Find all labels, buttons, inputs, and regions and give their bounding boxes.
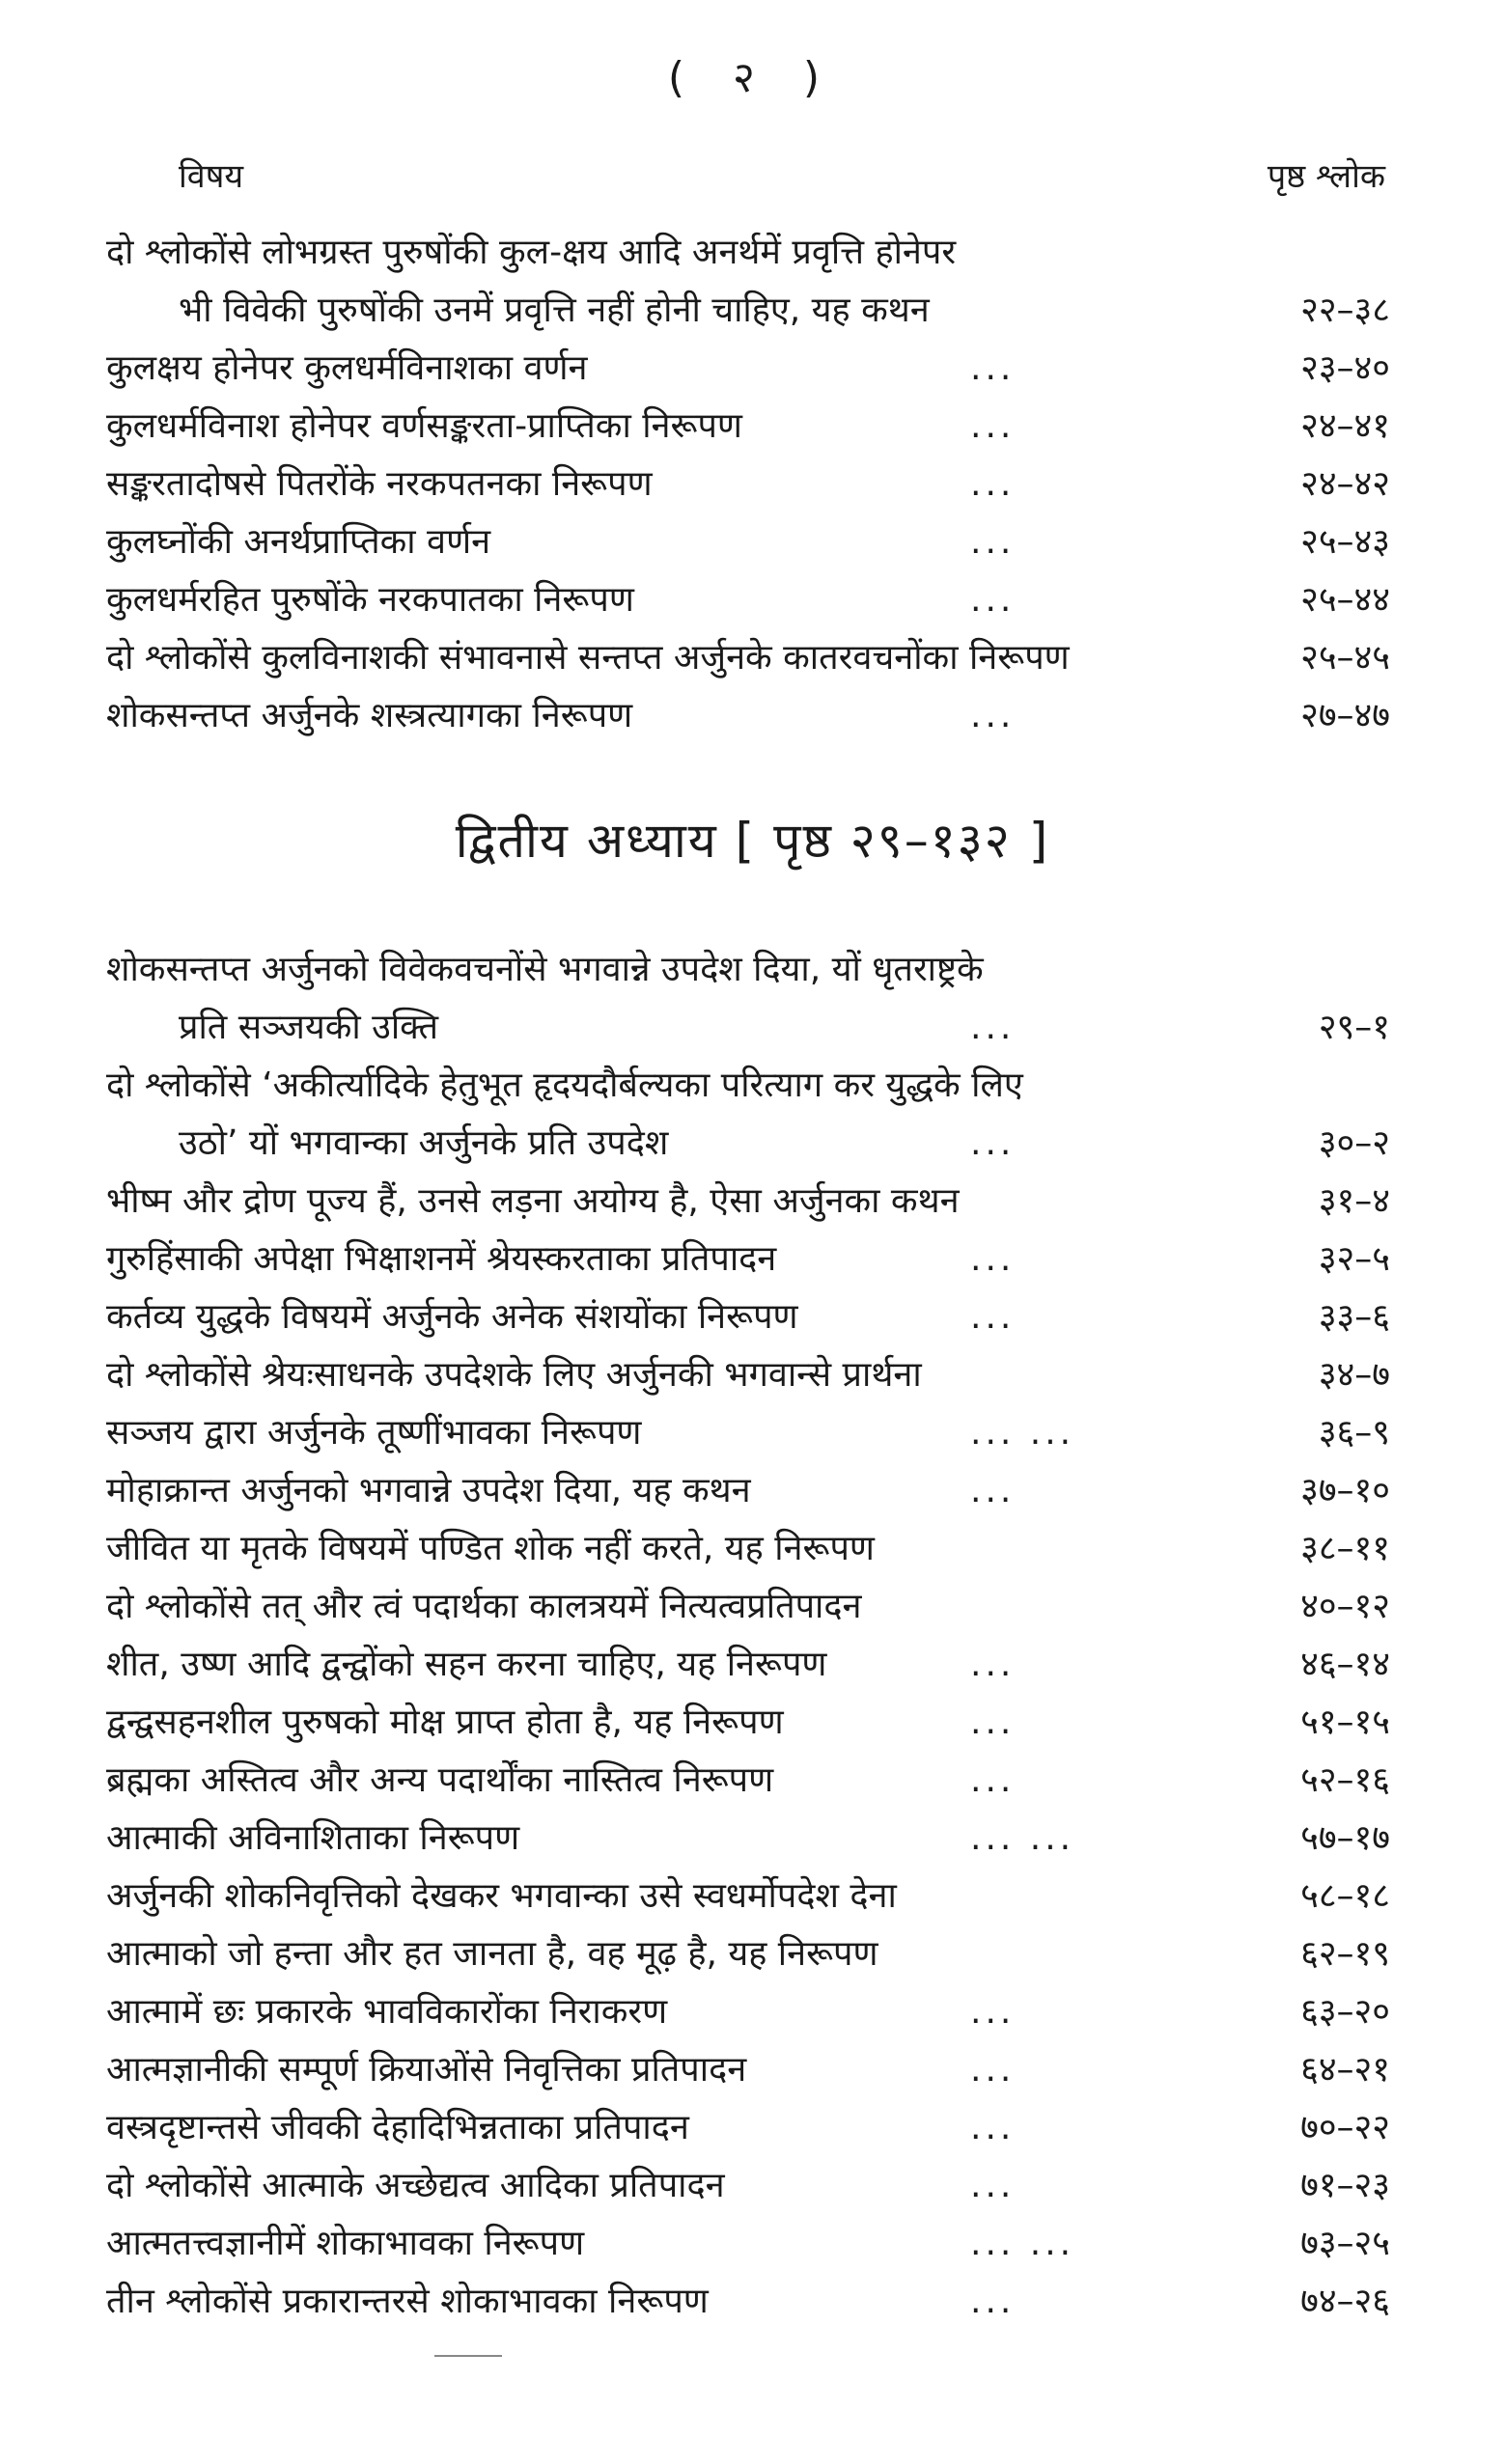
entry-topic: आत्मामें छः प्रकारके भावविकारोंका निराकरण <box>106 1992 668 2032</box>
entry-topic: अर्जुनकी शोकनिवृत्तिको देखकर भगवान्का उसे स्वधर्मोपदेश देना <box>106 1876 897 1916</box>
entry-page-verse: ३६–९ <box>1318 1413 1390 1453</box>
column-headers <box>179 152 1385 197</box>
toc-entry <box>106 1462 1390 1520</box>
toc-entry <box>106 941 1390 999</box>
entry-topic: द्वन्द्वसहनशील पुरुषको मोक्ष प्राप्त होता है, यह निरूपण <box>106 1703 784 1742</box>
toc-entry <box>106 2041 1390 2099</box>
toc-entry <box>106 1925 1390 1983</box>
toc-entry <box>106 1173 1390 1231</box>
entry-page-verse: ७०–२२ <box>1300 2108 1390 2147</box>
toc-entry <box>106 1636 1390 1694</box>
page-verse-column-header: पृष्ठ श्लोक <box>1267 157 1385 196</box>
toc-entry <box>106 1810 1390 1868</box>
toc-entry <box>106 571 1390 629</box>
toc-entry <box>106 2157 1390 2215</box>
entry-page-verse: ३३–६ <box>1318 1297 1390 1337</box>
entry-page-verse: ३४–७ <box>1318 1355 1390 1395</box>
entry-topic: शोकसन्तप्त अर्जुनके शस्त्रत्यागका निरूपण <box>106 696 633 735</box>
entry-topic: शीत, उष्ण आदि द्वन्द्वोंको सहन करना चाहिए, यह निरूपण <box>106 1645 827 1684</box>
entry-leader-dots: ... <box>970 2050 1016 2090</box>
toc-entry <box>106 398 1390 456</box>
chapter1-entry-list <box>106 224 1390 745</box>
entry-leader-dots: ... <box>970 1760 1016 1800</box>
entry-page-verse: ३१–४ <box>1318 1181 1390 1221</box>
entry-topic: दो श्लोकोंसे श्रेयःसाधनके उपदेशके लिए अर्जुनकी भगवान्से प्रार्थना <box>106 1355 922 1395</box>
entry-leader-dots: ... ... <box>970 2224 1075 2263</box>
entry-topic: सञ्जय द्वारा अर्जुनके तूष्णींभावका निरूपण <box>106 1413 642 1453</box>
toc-entry <box>106 224 1390 282</box>
entry-page-verse: ६४–२१ <box>1300 2050 1390 2090</box>
entry-topic: भी विवेकी पुरुषोंकी उनमें प्रवृत्ति नहीं होनी चाहिए, यह कथन <box>179 291 930 330</box>
entry-page-verse: ७३–२५ <box>1300 2224 1390 2263</box>
toc-entry <box>106 2273 1390 2331</box>
toc-entry <box>106 629 1390 687</box>
entry-topic: वस्त्रदृष्टान्तसे जीवकी देहादिभिन्नताका प्रतिपादन <box>106 2108 689 2147</box>
entry-leader-dots: ... ... <box>970 1818 1075 1858</box>
entry-topic: गुरुहिंसाकी अपेक्षा भिक्षाशनमें श्रेयस्करताका प्रतिपादन <box>106 1239 777 1279</box>
entry-topic: आत्माको जो हन्ता और हत जानता है, वह मूढ़ है, यह निरूपण <box>106 1934 878 1974</box>
toc-entry <box>106 456 1390 513</box>
entry-topic: शोकसन्तप्त अर्जुनको विवेकवचनोंसे भगवान्ने उपदेश दिया, यों धृतराष्ट्रके <box>106 950 984 989</box>
entry-leader-dots: ... <box>970 580 1016 620</box>
entry-page-verse: २७–४७ <box>1300 696 1390 735</box>
entry-leader-dots: ... <box>970 2282 1016 2321</box>
toc-entry <box>106 282 1390 340</box>
entry-topic: तीन श्लोकोंसे प्रकारान्तरसे शोकाभावका निरूपण <box>106 2282 709 2321</box>
entry-page-verse: २५–४४ <box>1300 580 1390 620</box>
entry-topic: जीवित या मृतके विषयमें पण्डित शोक नहीं करते, यह निरूपण <box>106 1529 875 1568</box>
entry-page-verse: ५८–१८ <box>1300 1876 1390 1916</box>
entry-leader-dots: ... <box>970 1471 1016 1510</box>
entry-page-verse: ७१–२३ <box>1300 2166 1390 2205</box>
toc-entry <box>106 1520 1390 1578</box>
entry-topic: ब्रह्मका अस्तित्व और अन्य पदार्थोंका नास्तित्व निरूपण <box>106 1760 774 1800</box>
chapter2-entry-list <box>106 941 1390 2331</box>
entry-leader-dots: ... <box>970 464 1016 504</box>
toc-entry <box>106 340 1390 398</box>
entry-page-verse: २९–१ <box>1318 1008 1390 1047</box>
entry-leader-dots: ... <box>970 348 1016 388</box>
entry-page-verse: ४६–१४ <box>1300 1645 1390 1684</box>
entry-page-verse: ६३–२० <box>1300 1992 1390 2032</box>
toc-entry <box>106 1115 1390 1173</box>
entry-topic: दो श्लोकोंसे आत्माके अच्छेद्यत्व आदिका प्रतिपादन <box>106 2166 725 2205</box>
entry-page-verse: ३०–२ <box>1318 1123 1390 1163</box>
entry-page-verse: २५–४५ <box>1300 638 1390 678</box>
toc-entry <box>106 1288 1390 1346</box>
entry-topic: कुलक्षय होनेपर कुलधर्मविनाशका वर्णन <box>106 348 588 388</box>
entry-leader-dots: ... <box>970 1992 1016 2032</box>
entry-leader-dots: ... <box>970 1239 1016 1279</box>
toc-entry <box>106 513 1390 571</box>
entry-page-verse: ५७–१७ <box>1300 1818 1390 1858</box>
toc-entry <box>106 1346 1390 1404</box>
entry-leader-dots: ... <box>970 1703 1016 1742</box>
entry-page-verse: २४–४२ <box>1300 464 1390 504</box>
entry-page-verse: ५२–१६ <box>1300 1760 1390 1800</box>
entry-topic: दो श्लोकोंसे कुलविनाशकी संभावनासे सन्तप्त अर्जुनके कातरवचनोंका निरूपण <box>106 638 1070 678</box>
entry-page-verse: २४–४१ <box>1300 406 1390 446</box>
entry-topic: आत्माकी अविनाशिताका निरूपण <box>106 1818 520 1858</box>
entry-topic: प्रति सञ्जयकी उक्ति <box>179 1008 438 1047</box>
toc-entry <box>106 1578 1390 1636</box>
entry-topic: भीष्म और द्रोण पूज्य हैं, उनसे लड़ना अयोग्य है, ऐसा अर्जुनका कथन <box>106 1181 960 1221</box>
entry-topic: सङ्करतादोषसे पितरोंके नरकपतनका निरूपण <box>106 464 653 504</box>
entry-leader-dots: ... <box>970 2166 1016 2205</box>
entry-leader-dots: ... <box>970 1645 1016 1684</box>
entry-topic: दो श्लोकोंसे लोभग्रस्त पुरुषोंकी कुल-क्षय आदि अनर्थमें प्रवृत्ति होनेपर <box>106 233 957 272</box>
entry-topic: कुलधर्मरहित पुरुषोंके नरकपातका निरूपण <box>106 580 634 620</box>
entry-topic: कर्तव्य युद्धके विषयमें अर्जुनके अनेक संशयोंका निरूपण <box>106 1297 798 1337</box>
entry-topic: कुलधर्मविनाश होनेपर वर्णसङ्करता-प्राप्तिका निरूपण <box>106 406 742 446</box>
toc-entry <box>106 2215 1390 2273</box>
entry-topic: कुलघ्नोंकी अनर्थप्राप्तिका वर्णन <box>106 522 491 562</box>
entry-page-verse: २५–४३ <box>1300 522 1390 562</box>
entry-page-verse: २२–३८ <box>1300 291 1390 330</box>
entry-page-verse: ३२–५ <box>1318 1239 1390 1279</box>
entry-topic: आत्मतत्त्वज्ञानीमें शोकाभावका निरूपण <box>106 2224 585 2263</box>
entry-leader-dots: ... <box>970 696 1016 735</box>
footer-rule <box>434 2355 502 2357</box>
entry-leader-dots: ... <box>970 522 1016 562</box>
toc-entry <box>106 1057 1390 1115</box>
page-number: ( २ ) <box>667 53 838 102</box>
toc-entry <box>106 1231 1390 1288</box>
entry-leader-dots: ... ... <box>970 1413 1075 1453</box>
entry-page-verse: ४०–१२ <box>1300 1587 1390 1626</box>
toc-entry <box>106 1404 1390 1462</box>
chapter-heading: द्वितीय अध्याय [ पृष्ठ २९–१३२ ] <box>455 813 1050 869</box>
entry-leader-dots: ... <box>970 406 1016 446</box>
subject-column-header: विषय <box>179 157 244 196</box>
entry-page-verse: ७४–२६ <box>1300 2282 1390 2321</box>
entry-page-verse: ३८–११ <box>1300 1529 1390 1568</box>
toc-entry <box>106 1694 1390 1752</box>
entry-leader-dots: ... <box>970 1123 1016 1163</box>
toc-entry <box>106 1752 1390 1810</box>
entry-topic: मोहाक्रान्त अर्जुनको भगवान्ने उपदेश दिया, यह कथन <box>106 1471 751 1510</box>
entry-page-verse: ३७–१० <box>1300 1471 1390 1510</box>
toc-entry <box>106 1983 1390 2041</box>
toc-entry <box>106 2099 1390 2157</box>
entry-leader-dots: ... <box>970 1008 1016 1047</box>
entry-leader-dots: ... <box>970 1297 1016 1337</box>
entry-topic: उठो’ यों भगवान्का अर्जुनके प्रति उपदेश <box>179 1123 669 1163</box>
entry-leader-dots: ... <box>970 2108 1016 2147</box>
toc-entry <box>106 1868 1390 1925</box>
entry-topic: आत्मज्ञानीकी सम्पूर्ण क्रियाओंसे निवृत्तिका प्रतिपादन <box>106 2050 747 2090</box>
entry-topic: दो श्लोकोंसे ‘अकीर्त्यादिके हेतुभूत हृदयदौर्बल्यका परित्याग कर युद्धके लिए <box>106 1066 1023 1105</box>
entry-page-verse: २३–४० <box>1300 348 1390 388</box>
entry-page-verse: ५१–१५ <box>1300 1703 1390 1742</box>
entry-topic: दो श्लोकोंसे तत् और त्वं पदार्थका कालत्रयमें नित्यत्वप्रतिपादन <box>106 1587 862 1626</box>
toc-entry <box>106 687 1390 745</box>
toc-entry <box>106 999 1390 1057</box>
entry-page-verse: ६२–१९ <box>1300 1934 1390 1974</box>
